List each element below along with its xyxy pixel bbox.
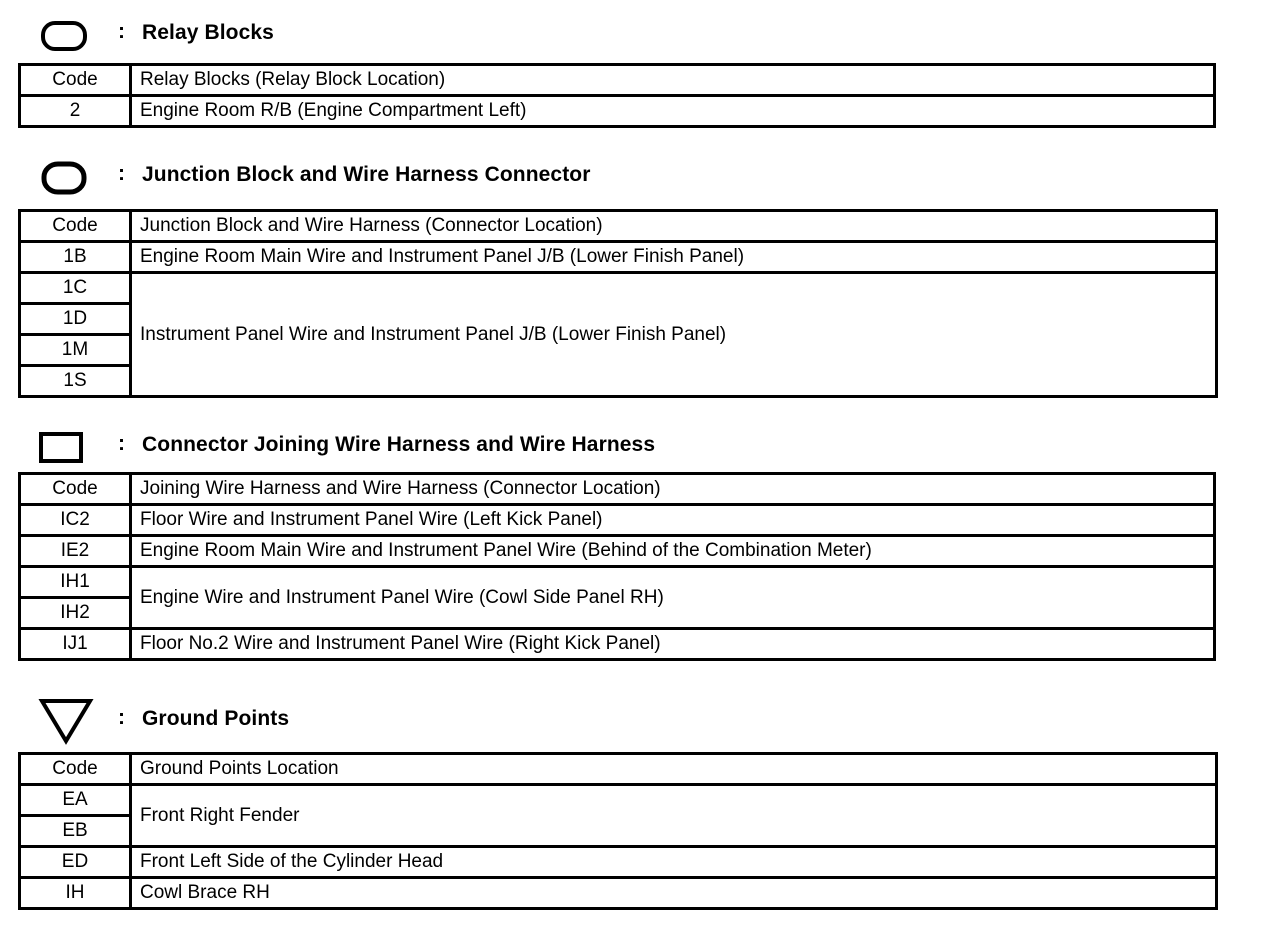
location-cell: Cowl Brace RH bbox=[131, 878, 1217, 909]
table-header-row bbox=[20, 474, 1215, 505]
location-cell: Front Left Side of the Cylinder Head bbox=[131, 847, 1217, 878]
location-header: Junction Block and Wire Harness (Connector Location) bbox=[131, 211, 1217, 242]
table-row bbox=[20, 242, 1217, 273]
table-row bbox=[20, 536, 1215, 567]
relay-block-oval-icon bbox=[40, 20, 90, 54]
table-row bbox=[20, 567, 1215, 598]
location-header: Relay Blocks (Relay Block Location) bbox=[131, 65, 1215, 96]
location-header: Joining Wire Harness and Wire Harness (Connector Location) bbox=[131, 474, 1215, 505]
location-cell: Floor No.2 Wire and Instrument Panel Wire (Right Kick Panel) bbox=[131, 629, 1215, 660]
code-cell: EB bbox=[20, 816, 131, 847]
connector-square-icon bbox=[38, 430, 86, 466]
heading-colon: : bbox=[118, 20, 125, 43]
section-title: Connector Joining Wire Harness and Wire Harness bbox=[142, 433, 656, 456]
table-row bbox=[20, 847, 1217, 878]
code-header: Code bbox=[20, 65, 131, 96]
section-title: Ground Points bbox=[142, 707, 290, 730]
code-cell: 1S bbox=[20, 366, 131, 397]
code-cell: EA bbox=[20, 785, 131, 816]
heading-colon: : bbox=[118, 432, 125, 455]
table-row bbox=[20, 96, 1215, 127]
heading-colon: : bbox=[118, 162, 125, 185]
table-header-row bbox=[20, 754, 1217, 785]
ground-points-table bbox=[18, 752, 1218, 910]
connector-table bbox=[18, 472, 1216, 661]
code-cell: ED bbox=[20, 847, 131, 878]
location-cell: Engine Room Main Wire and Instrument Panel Wire (Behind of the Combination Meter) bbox=[131, 536, 1215, 567]
location-cell: Floor Wire and Instrument Panel Wire (Left Kick Panel) bbox=[131, 505, 1215, 536]
relay-blocks-table bbox=[18, 63, 1216, 128]
section-title: Relay Blocks bbox=[142, 21, 274, 44]
code-header: Code bbox=[20, 754, 131, 785]
location-cell: Engine Wire and Instrument Panel Wire (Cowl Side Panel RH) bbox=[131, 567, 1215, 629]
code-header: Code bbox=[20, 211, 131, 242]
heading-colon: : bbox=[118, 706, 125, 729]
code-header: Code bbox=[20, 474, 131, 505]
table-row bbox=[20, 785, 1217, 816]
location-cell: Front Right Fender bbox=[131, 785, 1217, 847]
connector-heading bbox=[0, 426, 1264, 466]
code-cell: 1C bbox=[20, 273, 131, 304]
section-title: Junction Block and Wire Harness Connector bbox=[142, 163, 591, 186]
location-cell: Instrument Panel Wire and Instrument Panel J/B (Lower Finish Panel) bbox=[131, 273, 1217, 397]
ground-points-heading bbox=[0, 698, 1264, 738]
code-cell: IJ1 bbox=[20, 629, 131, 660]
location-header: Ground Points Location bbox=[131, 754, 1217, 785]
junction-block-table bbox=[18, 209, 1218, 398]
location-cell: Engine Room Main Wire and Instrument Panel J/B (Lower Finish Panel) bbox=[131, 242, 1217, 273]
junction-block-heading bbox=[0, 156, 1264, 196]
table-row bbox=[20, 629, 1215, 660]
table-row bbox=[20, 273, 1217, 304]
code-cell: 1B bbox=[20, 242, 131, 273]
table-row bbox=[20, 505, 1215, 536]
table-header-row bbox=[20, 65, 1215, 96]
junction-block-rounded-icon bbox=[40, 160, 90, 198]
code-cell: IE2 bbox=[20, 536, 131, 567]
code-cell: 1D bbox=[20, 304, 131, 335]
code-cell: IH bbox=[20, 878, 131, 909]
code-cell: 2 bbox=[20, 96, 131, 127]
ground-triangle-icon bbox=[38, 698, 96, 746]
relay-blocks-heading bbox=[0, 14, 1264, 54]
code-cell: 1M bbox=[20, 335, 131, 366]
code-cell: IH1 bbox=[20, 567, 131, 598]
location-cell: Engine Room R/B (Engine Compartment Left) bbox=[131, 96, 1215, 127]
code-cell: IC2 bbox=[20, 505, 131, 536]
table-header-row bbox=[20, 211, 1217, 242]
code-cell: IH2 bbox=[20, 598, 131, 629]
table-row bbox=[20, 878, 1217, 909]
